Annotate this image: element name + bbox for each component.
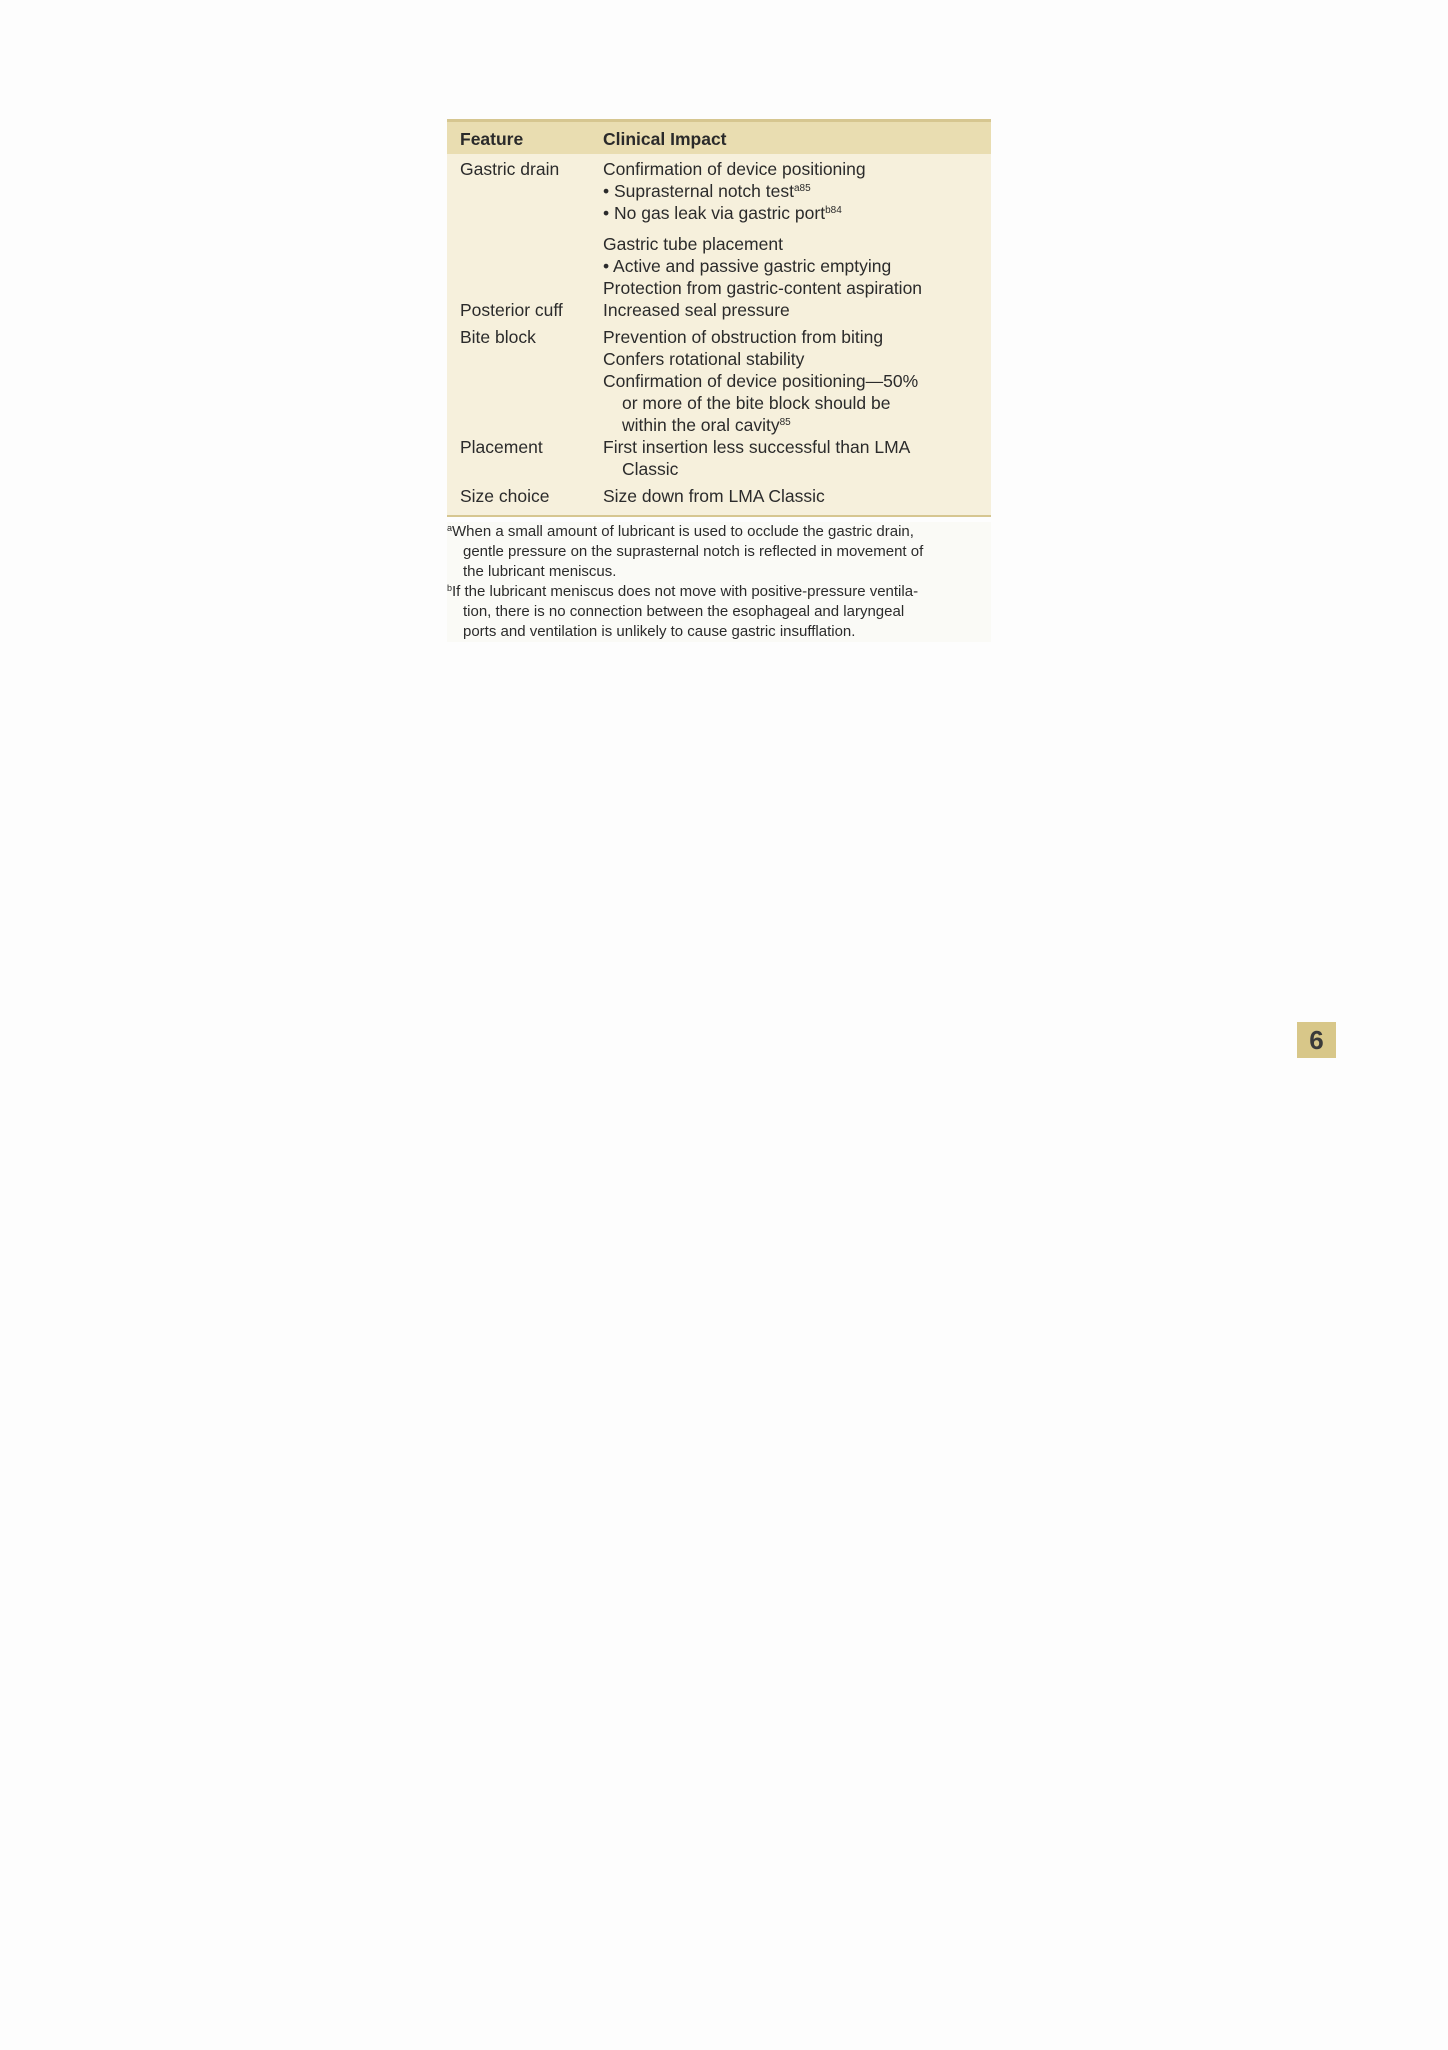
footnote-line: tion, there is no connection between the esophageal and laryngeal bbox=[463, 603, 905, 620]
continued-text: within the oral cavity bbox=[622, 415, 780, 435]
table-row-bite-block bbox=[447, 321, 991, 436]
footnote-a bbox=[447, 522, 991, 582]
impact-line: Size down from LMA Classic bbox=[603, 486, 825, 506]
table-footnotes bbox=[447, 522, 991, 642]
table-row-placement bbox=[447, 436, 991, 480]
footnote-line: When a small amount of lubricant is used to occlude the gastric drain, bbox=[452, 523, 914, 540]
impact-line: Protection from gastric-content aspiration bbox=[603, 278, 923, 298]
impact-line: Confirmation of device positioning—50% bbox=[603, 371, 919, 391]
impact-line-continued bbox=[603, 414, 991, 436]
footnote-line: gentle pressure on the suprasternal notch is reflected in movement of bbox=[463, 543, 924, 560]
bullet-text: Suprasternal notch test bbox=[614, 181, 794, 201]
impact-cell bbox=[603, 321, 991, 436]
impact-line: Prevention of obstruction from biting bbox=[603, 327, 884, 347]
feature-table bbox=[447, 122, 991, 515]
impact-cell bbox=[603, 436, 991, 480]
table-row-size-choice bbox=[447, 480, 991, 515]
feature-table-block bbox=[447, 119, 991, 642]
impact-cell bbox=[603, 299, 991, 321]
impact-line-continued: or more of the bite block should be bbox=[622, 393, 891, 413]
impact-line: Gastric tube placement bbox=[603, 234, 783, 254]
header-clinical-impact: Clinical Impact bbox=[603, 122, 991, 154]
footnote-marker: a bbox=[447, 523, 453, 533]
impact-line-continued: Classic bbox=[622, 459, 679, 479]
impact-line: Confers rotational stability bbox=[603, 349, 805, 369]
table-row-posterior-cuff bbox=[447, 299, 991, 321]
footnote-line: the lubricant meniscus. bbox=[463, 563, 617, 580]
footnote-b bbox=[447, 582, 991, 642]
impact-bullet bbox=[603, 255, 991, 277]
impact-line: Confirmation of device positioning bbox=[603, 159, 866, 179]
impact-line: First insertion less successful than LMA bbox=[603, 437, 911, 457]
impact-bullet bbox=[603, 202, 991, 224]
impact-bullet bbox=[603, 180, 991, 202]
reference-superscript: 85 bbox=[779, 417, 791, 428]
header-feature: Feature bbox=[447, 122, 603, 154]
table-header-row bbox=[447, 122, 991, 154]
table-row-gastric-drain bbox=[447, 154, 991, 299]
chapter-page-badge: 6 bbox=[1297, 1022, 1336, 1058]
footnote-line: ports and ventilation is unlikely to cause gastric insufflation. bbox=[463, 623, 856, 640]
impact-line: Increased seal pressure bbox=[603, 300, 790, 320]
impact-cell bbox=[603, 480, 991, 515]
feature-cell: Size choice bbox=[460, 486, 550, 506]
feature-cell: Gastric drain bbox=[460, 159, 560, 179]
bullet-text: Active and passive gastric emptying bbox=[613, 256, 892, 276]
feature-cell: Placement bbox=[460, 437, 543, 457]
table-bottom-rule bbox=[447, 515, 991, 517]
bullet-text: No gas leak via gastric port bbox=[614, 203, 826, 223]
impact-cell bbox=[603, 154, 991, 299]
feature-cell: Posterior cuff bbox=[460, 300, 563, 320]
footnote-line: If the lubricant meniscus does not move with positive-pressure ventila- bbox=[452, 583, 919, 600]
reference-superscript: a85 bbox=[793, 183, 811, 194]
reference-superscript: b84 bbox=[825, 205, 842, 216]
feature-cell: Bite block bbox=[460, 327, 536, 347]
footnote-marker: b bbox=[447, 583, 453, 593]
